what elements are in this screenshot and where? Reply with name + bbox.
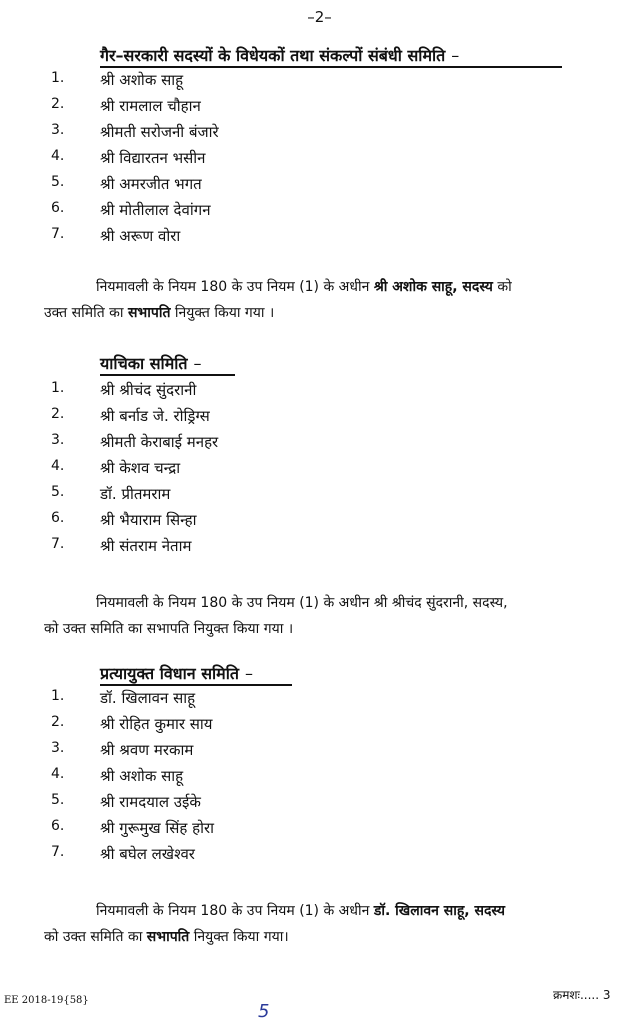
section-3-dash: – <box>244 664 253 683</box>
item-number: 4. <box>51 458 65 474</box>
section-3-underline <box>100 684 292 686</box>
member-name: श्री मोतीलाल देवांगन <box>100 201 211 219</box>
list-item <box>0 536 400 562</box>
section-1-title: गैर–सरकारी सदस्यों के विधेयकों तथा संकल्पों संबंधी समिति <box>100 46 446 65</box>
item-number: 5. <box>51 484 65 500</box>
section-2-title: याचिका समिति <box>100 354 188 373</box>
note-text: नियुक्त किया गया । <box>170 305 275 321</box>
member-name: श्री विद्यारतन भसीन <box>100 149 206 167</box>
member-name: श्री बर्नाड जे. रोड्रिग्स <box>100 407 210 425</box>
list-item <box>0 406 400 432</box>
member-name: श्री अशोक साहू <box>100 71 184 89</box>
section-2-dash: – <box>193 354 202 373</box>
member-name: श्री केशव चन्द्रा <box>100 459 181 477</box>
list-item <box>0 688 400 714</box>
member-name: श्री अशोक साहू <box>100 767 184 785</box>
item-number: 5. <box>51 174 65 190</box>
list-item <box>0 96 400 122</box>
item-number: 1. <box>51 70 65 86</box>
item-number: 1. <box>51 688 65 704</box>
note-text: को उक्त समिति का <box>44 929 147 945</box>
section-1-appointment-note <box>44 274 619 326</box>
note-text: नियमावली के नियम 180 के उप नियम (1) के अधीन <box>96 903 374 919</box>
document-reference: EE 2018-19{58} <box>4 995 89 1006</box>
member-name: श्री श्रीचंद सुंदरानी <box>100 381 197 399</box>
chairperson-name: श्री अशोक साहू, सदस्य <box>373 279 493 295</box>
list-item <box>0 844 400 870</box>
list-item <box>0 510 400 536</box>
item-number: 1. <box>51 380 65 396</box>
member-name: श्री रामलाल चौहान <box>100 97 201 115</box>
section-2-appointment-note <box>44 590 619 642</box>
item-number: 7. <box>51 226 65 242</box>
note-text: को उक्त समिति का सभापति नियुक्त किया गया । <box>44 621 294 637</box>
list-item <box>0 148 400 174</box>
item-number: 7. <box>51 844 65 860</box>
section-3-appointment-note <box>44 898 619 950</box>
list-item <box>0 714 400 740</box>
handwritten-page-number: 5 <box>258 1001 270 1022</box>
note-text: को <box>492 279 512 295</box>
item-number: 2. <box>51 96 65 112</box>
note-text: नियमावली के नियम 180 के उप नियम (1) के अधीन <box>96 279 374 295</box>
item-number: 2. <box>51 406 65 422</box>
list-item <box>0 792 400 818</box>
section-1-heading <box>100 44 459 66</box>
member-name: श्री श्रवण मरकाम <box>100 741 194 759</box>
section-3-heading <box>100 662 253 684</box>
member-name: श्री बघेल लखेश्वर <box>100 845 195 863</box>
item-number: 7. <box>51 536 65 552</box>
member-name: श्रीमती सरोजनी बंजारे <box>100 123 219 141</box>
item-number: 6. <box>51 818 65 834</box>
item-number: 3. <box>51 740 65 756</box>
list-item <box>0 740 400 766</box>
member-name: श्रीमती केराबाई मनहर <box>100 433 219 451</box>
list-item <box>0 70 400 96</box>
member-name: श्री अरूण वोरा <box>100 227 181 245</box>
list-item <box>0 818 400 844</box>
member-name: श्री रामदयाल उईके <box>100 793 201 811</box>
member-name: डॉ. प्रीतमराम <box>100 485 171 503</box>
member-name: श्री रोहित कुमार साय <box>100 715 213 733</box>
item-number: 6. <box>51 510 65 526</box>
section-1-underline <box>100 66 562 68</box>
note-text: नियमावली के नियम 180 के उप नियम (1) के अधीन श्री श्रीचंद सुंदरानी, सदस्य, <box>96 595 508 611</box>
item-number: 4. <box>51 148 65 164</box>
page-number: –2– <box>307 8 332 26</box>
member-name: श्री अमरजीत भगत <box>100 175 202 193</box>
note-text: उक्त समिति का <box>44 305 128 321</box>
continued-marker: क्रमशः..... 3 <box>553 988 611 1002</box>
chairperson-label: सभापति <box>127 305 171 321</box>
chairperson-name: डॉ. खिलावन साहू, सदस्य <box>373 903 505 919</box>
note-text: नियुक्त किया गया। <box>189 929 289 945</box>
member-name: डॉ. खिलावन साहू <box>100 689 196 707</box>
item-number: 2. <box>51 714 65 730</box>
item-number: 3. <box>51 122 65 138</box>
list-item <box>0 380 400 406</box>
list-item <box>0 432 400 458</box>
item-number: 6. <box>51 200 65 216</box>
chairperson-label: सभापति <box>146 929 190 945</box>
list-item <box>0 766 400 792</box>
section-2-underline <box>100 374 235 376</box>
list-item <box>0 484 400 510</box>
member-name: श्री भैयाराम सिन्हा <box>100 511 197 529</box>
list-item <box>0 226 400 252</box>
list-item <box>0 200 400 226</box>
list-item <box>0 458 400 484</box>
list-item <box>0 122 400 148</box>
section-3-title: प्रत्यायुक्त विधान समिति <box>100 664 239 683</box>
member-name: श्री संतराम नेताम <box>100 537 192 555</box>
item-number: 3. <box>51 432 65 448</box>
item-number: 5. <box>51 792 65 808</box>
member-name: श्री गुरूमुख सिंह होरा <box>100 819 215 837</box>
list-item <box>0 174 400 200</box>
item-number: 4. <box>51 766 65 782</box>
section-2-heading <box>100 352 202 374</box>
section-1-dash: – <box>451 46 460 65</box>
